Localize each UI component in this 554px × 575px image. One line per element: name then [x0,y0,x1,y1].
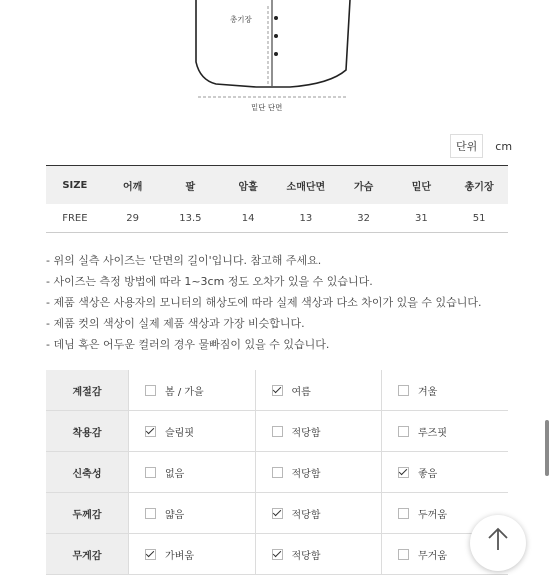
cell-size: FREE [46,204,104,233]
option-label: 무거움 [418,550,447,562]
option-cell [255,534,382,575]
option-cell [129,534,256,575]
note-item: - 제품 컷의 색상이 실제 제품 색상과 가장 비슷합니다. [46,317,305,330]
option-label: 좋음 [418,468,438,480]
checkbox-icon [145,467,156,478]
note-item: - 제품 색상은 사용자의 모니터의 해상도에 따라 실제 색상과 다소 차이가 있을 수 있습니다. [46,296,482,309]
checkbox-icon [272,549,283,560]
attr-row-fit [46,411,508,452]
option-label: 루즈핏 [418,427,447,439]
header-shoulder: 어깨 [104,166,162,205]
attr-label: 무게감 [46,534,129,575]
attr-row-stretch [46,452,508,493]
hem-width-label: 밑단 단면 [251,103,283,112]
checkbox-icon [398,426,409,437]
button-2 [274,34,278,38]
option-label: 두꺼움 [418,509,447,521]
cell-shoulder: 29 [104,204,162,233]
attr-row-season [46,370,508,411]
option-label: 없음 [165,468,185,480]
unit-label: 단위 [450,134,483,158]
header-total-length: 총기장 [450,166,508,205]
note-item: - 위의 실측 사이즈는 '단면의 길이'입니다. 참고해 주세요. [46,254,322,267]
option-label: 여름 [291,386,311,398]
option-label: 슬림핏 [165,427,194,439]
scroll-to-top-button[interactable] [470,515,526,571]
size-notes [46,250,481,355]
cell-arm: 13.5 [162,204,220,233]
option-label: 겨울 [418,386,438,398]
unit-indicator [450,134,512,158]
checkbox-icon [145,385,156,396]
checkbox-icon [272,508,283,519]
table-row [46,204,508,233]
header-armhole: 암홀 [219,166,277,205]
option-cell [129,493,256,534]
button-1 [274,16,278,20]
checkbox-icon [272,385,283,396]
garment-outline [196,0,350,87]
attr-label: 착용감 [46,411,129,452]
checkbox-icon [145,426,156,437]
attr-row-weight [46,534,508,575]
checkbox-icon [272,426,283,437]
attr-row-thickness [46,493,508,534]
attr-label: 신축성 [46,452,129,493]
cell-hem: 31 [393,204,451,233]
option-cell [129,370,256,411]
cell-armhole: 14 [219,204,277,233]
garment-diagram [0,0,554,115]
total-length-label: 총기장 [230,15,252,24]
option-cell [129,411,256,452]
header-hem: 밑단 [393,166,451,205]
checkbox-icon [145,508,156,519]
option-label: 가벼움 [165,550,194,562]
header-arm: 팔 [162,166,220,205]
option-cell [382,452,509,493]
option-cell [255,370,382,411]
checkbox-icon [145,549,156,560]
option-cell [129,452,256,493]
option-cell [382,370,509,411]
attr-label: 두께감 [46,493,129,534]
option-label: 적당함 [291,509,321,521]
cell-chest: 32 [335,204,393,233]
scrollbar[interactable] [545,420,549,476]
checkbox-icon [398,467,409,478]
product-attributes-table [46,370,508,575]
checkbox-icon [398,508,409,519]
arrow-up-icon [486,526,510,552]
note-item: - 사이즈는 측정 방법에 따라 1~3cm 정도 오차가 있을 수 있습니다. [46,275,373,288]
option-label: 적당함 [291,550,321,562]
attr-label: 계절감 [46,370,129,411]
option-cell [382,411,509,452]
size-table-header [46,166,508,205]
button-3 [274,52,278,56]
note-item: - 데님 혹은 어두운 컬러의 경우 물빠짐이 있을 수 있습니다. [46,338,330,351]
option-label: 적당함 [291,468,321,480]
checkbox-icon [398,549,409,560]
unit-value: cm [495,139,513,153]
size-table [46,165,508,233]
header-size: SIZE [46,166,104,205]
cell-sleeve-width: 13 [277,204,335,233]
option-cell [255,493,382,534]
header-chest: 가슴 [335,166,393,205]
option-cell [255,452,382,493]
checkbox-icon [398,385,409,396]
option-label: 봄 / 가을 [165,386,204,398]
checkbox-icon [272,467,283,478]
option-cell [255,411,382,452]
option-label: 얇음 [165,509,185,521]
header-sleeve-width: 소매단면 [277,166,335,205]
option-label: 적당함 [291,427,321,439]
cell-total-length: 51 [450,204,508,233]
